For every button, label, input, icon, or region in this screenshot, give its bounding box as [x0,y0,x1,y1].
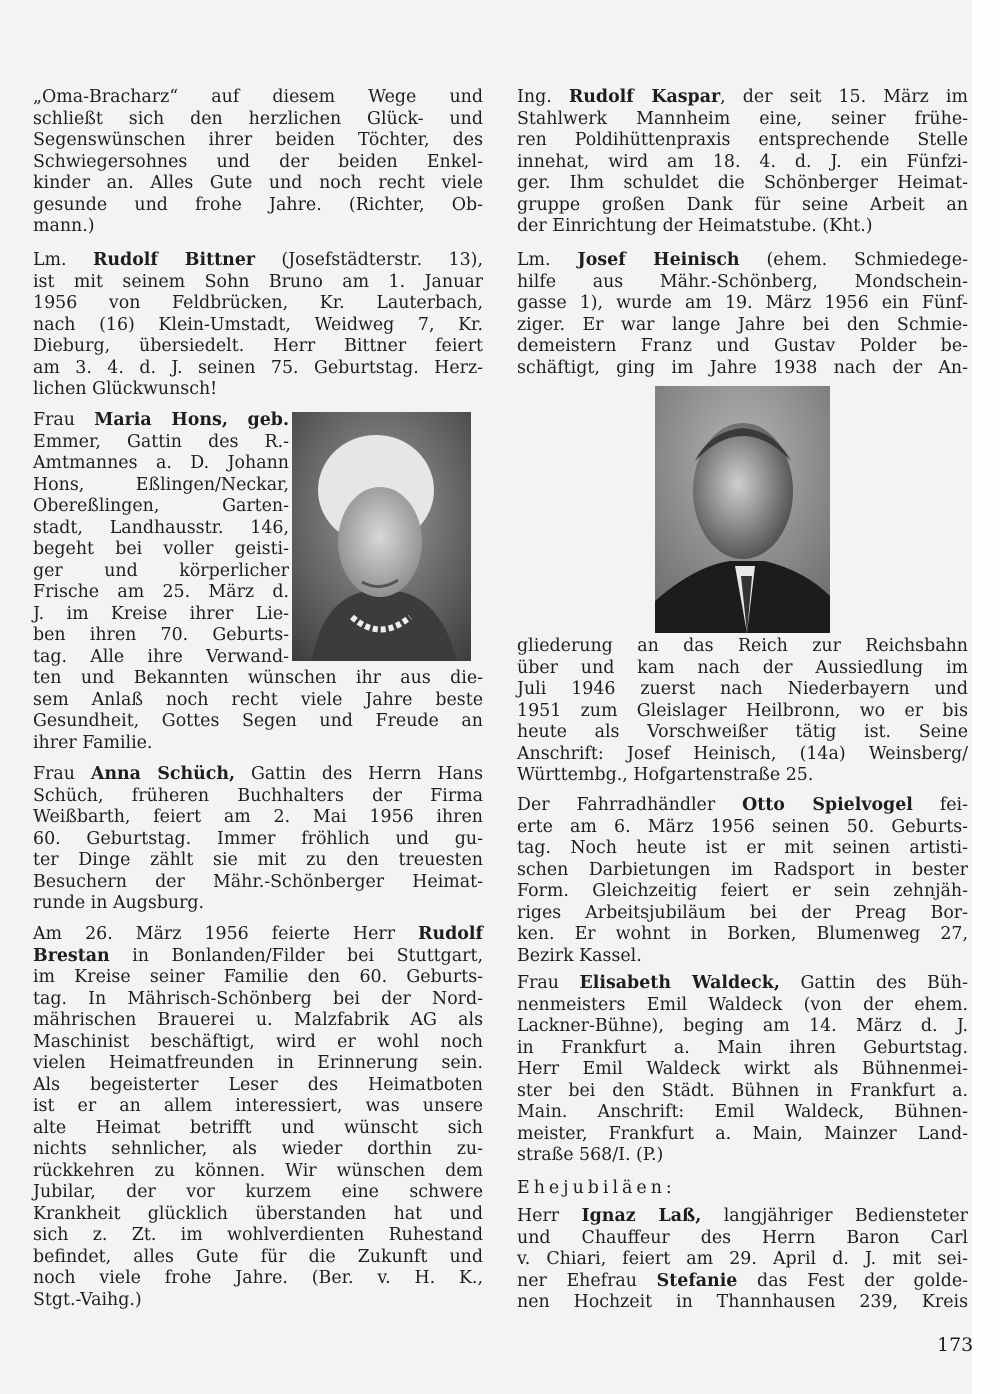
text-line: Maschinist beschäftigt, wird er wohl noch [33,1031,483,1052]
text-line: ben ihren 70. Geburts- [33,625,289,645]
text-line: sem Anlaß noch recht viele Jahre beste [33,689,483,710]
text-line: innehat, wird am 18. 4. d. J. ein Fünfzi- [517,151,968,172]
text-line: in Frankfurt a. Main ihren Geburtstag. [517,1037,968,1058]
text-line [517,973,968,995]
text-line: Schwiegersohnes und der beiden Enkel- [33,151,483,172]
text-segment: ner Ehefrau [517,1270,657,1291]
text-line: der Einrichtung der Heimatstube. (Kht.) [517,216,873,236]
text-line: tag. Noch heute ist er mit seinen artisti- [517,838,968,858]
text-segment: Frau [33,410,95,430]
text-line: noch viele frohe Jahre. (Ber. v. H. K., [33,1268,483,1288]
paragraph-rudolf-brestan [33,924,483,1311]
text-line: „Oma-Bracharz“ auf diesem Wege und [33,87,483,107]
text-line: Württembg., Hofgartenstraße 25. [517,765,814,785]
text-segment: langjähriger Bediensteter [701,1206,968,1226]
text-line: im Kreise seiner Familie den 60. Geburts- [33,967,483,987]
text-segment: das Fest der golde- [737,1270,969,1291]
text-line: Emmer, Gattin des R.- [33,431,289,452]
text-line: ren Poldihüttenpraxis entsprechende Stelle [517,130,968,150]
bold-name: Rudolf [418,924,483,944]
paragraph-rudolf-kaspar [517,87,968,238]
text-line: nen Hochzeit in Thannhausen 239, Kreis [517,1292,968,1312]
text-segment: Frau [33,764,91,784]
text-segment: (Josefstädterstr. 13), [255,250,483,270]
bold-name: Brestan [33,945,110,966]
paragraph-josef-heinisch [517,250,968,379]
text-line: 1956 von Feldbrücken, Kr. Lauterbach, [33,293,483,313]
text-line: Stgt.-Vaihg.) [33,1289,142,1310]
bold-name: Maria Hons, geb. [94,410,289,430]
text-line: J. im Kreise ihrer Lie- [33,603,289,624]
text-line: Dieburg, übersiedelt. Herr Bittner feiert [33,336,483,356]
text-line: Krankheit glücklich überstanden hat und [33,1203,483,1224]
text-line [517,1271,968,1293]
text-line [517,1206,968,1228]
text-segment: Ing. [517,87,569,107]
text-line: 60. Geburtstag. Immer fröhlich und gu- [33,828,483,849]
text-line: befindet, alles Gute für die Zukunft und [33,1246,483,1267]
paragraph-ignaz-lass [517,1206,968,1314]
text-line: tag. In Mährisch-Schönberg bei der Nord- [33,988,483,1009]
text-line: hilfe aus Mähr.-Schönberg, Mondschein- [517,271,968,292]
text-line: gesunde und frohe Jahre. (Richter, Ob- [33,194,483,215]
text-line: kinder an. Alles Gute und noch recht viele [33,173,483,193]
text-line: ger. Ihm schuldet die Schönberger Heimat- [517,173,968,193]
text-line: sich z. Zt. im wohlverdienten Ruhestand [33,1225,483,1245]
text-line [517,250,968,272]
text-line: Lackner-Bühne), beging am 14. März d. J. [517,1016,968,1036]
text-line [33,250,483,272]
text-line: stadt, Landhausstr. 146, [33,517,289,538]
text-line: runde in Augsburg. [33,893,205,913]
text-line [33,924,483,946]
text-line: ter Dinge zählt sie mit zu den treuesten [33,850,483,870]
text-segment: Lm. [33,250,93,270]
bold-name: Ignaz Laß, [581,1206,702,1226]
text-line [517,87,968,109]
text-line: Amtmannes a. D. Johann [33,453,289,473]
text-line: straße 568/I. (P.) [517,1145,664,1165]
bold-name: Anna Schüch, [90,764,236,784]
text-line: gliederung an das Reich zur Reichsbahn [517,636,968,656]
text-line: ihrer Familie. [33,732,153,753]
text-segment: Am 26. März 1956 feierte Herr [33,924,419,944]
text-line: ten und Bekannten wünschen ihr aus die- [33,668,483,688]
text-segment: Herr [517,1206,582,1226]
text-line: riges Arbeitsjubiläum bei der Preag Bor- [517,902,968,923]
text-line: demeistern Franz und Gustav Polder be- [517,336,968,356]
text-line: Frische am 25. März d. [33,582,289,602]
bold-name: Stefanie [656,1270,738,1291]
page-number: 173 [937,1334,974,1356]
text-line: am 3. 4. d. J. seinen 75. Geburtstag. Herz- [33,357,483,378]
text-segment: fei- [912,795,968,815]
bold-name: Rudolf Kaspar [568,87,721,107]
bold-name: Otto Spielvogel [742,795,913,815]
text-segment: Gattin des Büh- [779,973,968,993]
text-line: nichts sehnlicher, als wieder dorthin zu- [33,1139,483,1159]
text-line: Segenswünschen ihrer beiden Töchter, des [33,130,483,150]
text-line: ziger. Er war lange Jahre bei den Schmie- [517,314,968,335]
bold-name: Josef Heinisch [577,250,740,270]
text-line: über und kam nach der Aussiedlung im [517,657,968,678]
text-line: lichen Glückwunsch! [33,379,218,399]
text-segment: , der seit 15. März im [720,87,968,107]
paragraph-oma-bracharz [33,87,483,238]
text-line: Obereßlingen, Garten- [33,496,289,516]
paragraph-elisabeth-waldeck [517,973,968,1167]
portrait-maria-hons [292,412,471,661]
text-line: v. Chiari, feiert am 29. April d. J. mit sei- [517,1249,968,1269]
text-line: Form. Gleichzeitig feiert er sein zehnjäh- [517,881,968,901]
text-segment: Lm. [517,250,578,270]
text-line: Juli 1946 zuerst nach Niederbayern und [517,679,968,699]
text-line: tag. Alle ihre Verwand- [33,646,289,667]
text-line [33,946,483,968]
bold-name: Rudolf Bittner [92,250,256,270]
text-line: ist er an allem interessiert, was unsere [33,1096,483,1116]
text-line: begeht bei voller geisti- [33,539,289,559]
text-line: nach (16) Klein-Umstadt, Weidweg 7, Kr. [33,314,483,335]
text-line: Bezirk Kassel. [517,945,642,966]
text-line: Weißbarth, feiert am 2. Mai 1956 ihren [33,807,483,827]
bold-name: Elisabeth Waldeck, [579,973,780,993]
text-line: 1951 zum Gleislager Heilbronn, wo er bis [517,700,968,721]
text-line: Main. Anschrift: Emil Waldeck, Bühnen- [517,1102,968,1122]
text-line: heute als Vorschweißer tätig ist. Seine [517,722,968,742]
text-line: erte am 6. März 1956 seinen 50. Geburts- [517,816,968,837]
text-line: alte Heimat betrifft und wünscht sich [33,1117,483,1138]
text-line: Als begeisterter Leser des Heimatboten [33,1074,483,1095]
text-line: Stahlwerk Mannheim eine, seiner frühe- [517,108,968,129]
text-line: gasse 1), wurde am 19. März 1956 ein Fünf- [517,293,968,313]
text-line: Gesundheit, Gottes Segen und Freude an [33,711,483,731]
text-line: ken. Er wohnt in Borken, Blumenweg 27, [517,924,968,944]
text-line: Herr Emil Waldeck wirkt als Bühnenmei- [517,1059,968,1079]
text-line [33,764,483,786]
text-line: vielen Heimatfreunden in Erinnerung sein. [33,1053,483,1073]
portrait-josef-heinisch [655,386,830,633]
paragraph-otto-spielvogel [517,795,968,967]
text-line: nenmeisters Emil Waldeck (von der ehem. [517,994,968,1015]
text-line: meister, Frankfurt a. Main, Mainzer Land- [517,1123,968,1144]
text-line: schließt sich den herzlichen Glück- und [33,108,483,129]
text-segment: Gattin des Herrn Hans [235,764,484,784]
text-line: mährischen Brauerei u. Malzfabrik AG als [33,1010,483,1030]
text-line: ger und körperlicher [33,560,289,581]
text-line: gruppe großen Dank für seine Arbeit an [517,194,968,215]
paragraph-josef-heinisch-cont [517,636,968,787]
scan-edge [972,0,1000,1394]
paragraph-rudolf-bittner [33,250,483,401]
text-line: Besuchern der Mähr.-Schönberger Heimat- [33,871,483,892]
text-line: ist mit seinem Sohn Bruno am 1. Januar [33,271,483,292]
text-segment: in Bonlanden/Filder bei Stuttgart, [109,945,483,966]
text-line: rückkehren zu können. Wir wünschen dem [33,1160,483,1181]
paragraph-anna-schuech [33,764,483,915]
text-line [517,795,968,817]
text-line: schäftigt, ging im Jahre 1938 nach der An- [517,357,968,378]
paragraph-ehejubilaeen-heading [517,1178,968,1200]
text-segment: Frau [517,973,580,993]
text-segment: (ehem. Schmiedege- [739,250,968,270]
text-line [33,410,289,432]
text-segment: Der Fahrradhändler [517,795,743,815]
text-line: Anschrift: Josef Heinisch, (14a) Weinsberg/ [517,743,968,764]
text-line: und Chauffeur des Herrn Baron Carl [517,1227,968,1248]
text-line: Schüch, früheren Buchhalters der Firma [33,785,483,806]
text-line: Jubilar, der vor kurzem eine schwere [33,1182,483,1202]
text-line: mann.) [33,216,95,236]
text-line: ster bei den Städt. Bühnen in Frankfurt a. [517,1080,968,1101]
text-line: schen Darbietungen im Radsport in bester [517,859,968,880]
text-line: Ehejubiläen: [517,1178,676,1198]
text-line: Hons, Eßlingen/Neckar, [33,474,289,495]
